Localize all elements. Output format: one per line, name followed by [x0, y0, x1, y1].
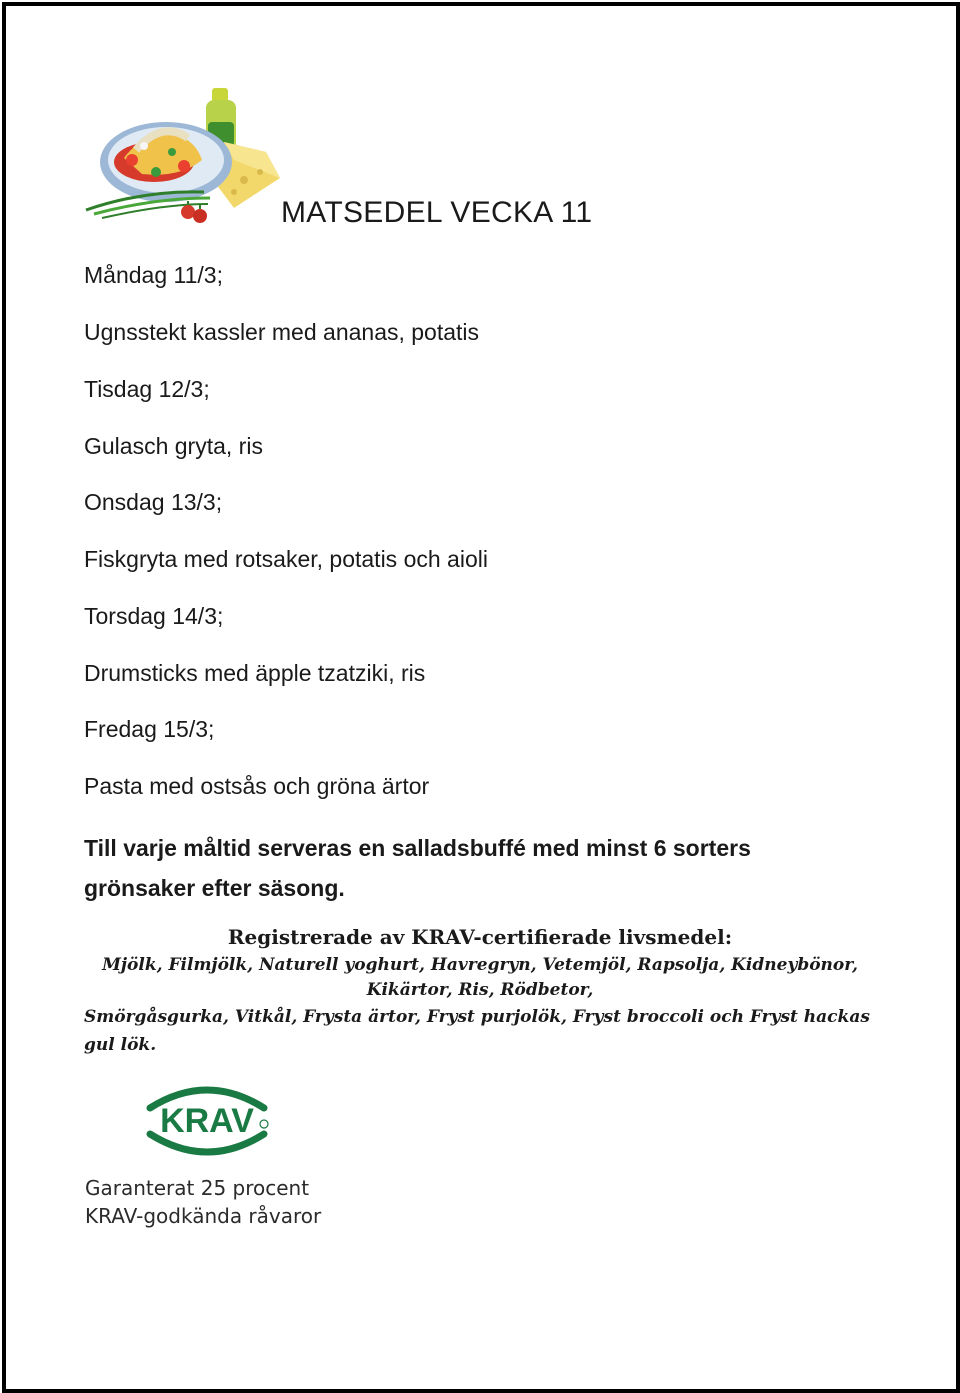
krav-logo-icon — [142, 1078, 272, 1162]
krav-ingredient-list-line-2: Kikärtor, Ris, Rödbetor, — [366, 980, 594, 1000]
menu-dish-monday: Ugnsstekt kassler med ananas, potatis — [84, 319, 480, 345]
menu-day-tuesday: Tisdag 12/3; — [84, 376, 210, 402]
menu-day-thursday: Torsdag 14/3; — [84, 603, 224, 629]
krav-ingredient-list-line-1: Mjölk, Filmjölk, Naturell yoghurt, Havregryn, Vetemjöl, Rapsolja, Kidneybönor, — [102, 955, 858, 975]
food-clipart-icon — [84, 80, 284, 230]
krav-guarantee-caption — [85, 1174, 321, 1230]
menu-dish-thursday: Drumsticks med äpple tzatziki, ris — [84, 660, 426, 686]
menu-dish-tuesday: Gulasch gryta, ris — [84, 433, 263, 459]
menu-dish-friday: Pasta med ostsås och gröna ärtor — [84, 773, 430, 799]
krav-caption-line-2: KRAV-godkända råvaror — [85, 1204, 322, 1228]
krav-caption-line-1: Garanterat 25 procent — [85, 1176, 310, 1200]
salad-buffet-note: Till varje måltid serveras en salladsbuffé med minst 6 sorters grönsaker efter säsong. — [84, 835, 751, 901]
krav-ingredient-list-line-3: Smörgåsgurka, Vitkål, Frysta ärtor, Fryst purjolök, Fryst broccoli och Fryst hackas gul lök. — [84, 1007, 870, 1055]
krav-logo-text: KRAV — [160, 1102, 254, 1140]
page-title: MATSEDEL VECKA 11 — [281, 196, 593, 229]
menu-day-monday: Måndag 11/3; — [84, 262, 223, 288]
menu-dish-wednesday: Fiskgryta med rotsaker, potatis och aioli — [84, 546, 488, 572]
krav-heading: Registrerade av KRAV-certifierade livsmedel: — [227, 925, 733, 949]
menu-day-wednesday: Onsdag 13/3; — [84, 489, 223, 515]
menu-day-friday: Fredag 15/3; — [84, 716, 215, 742]
